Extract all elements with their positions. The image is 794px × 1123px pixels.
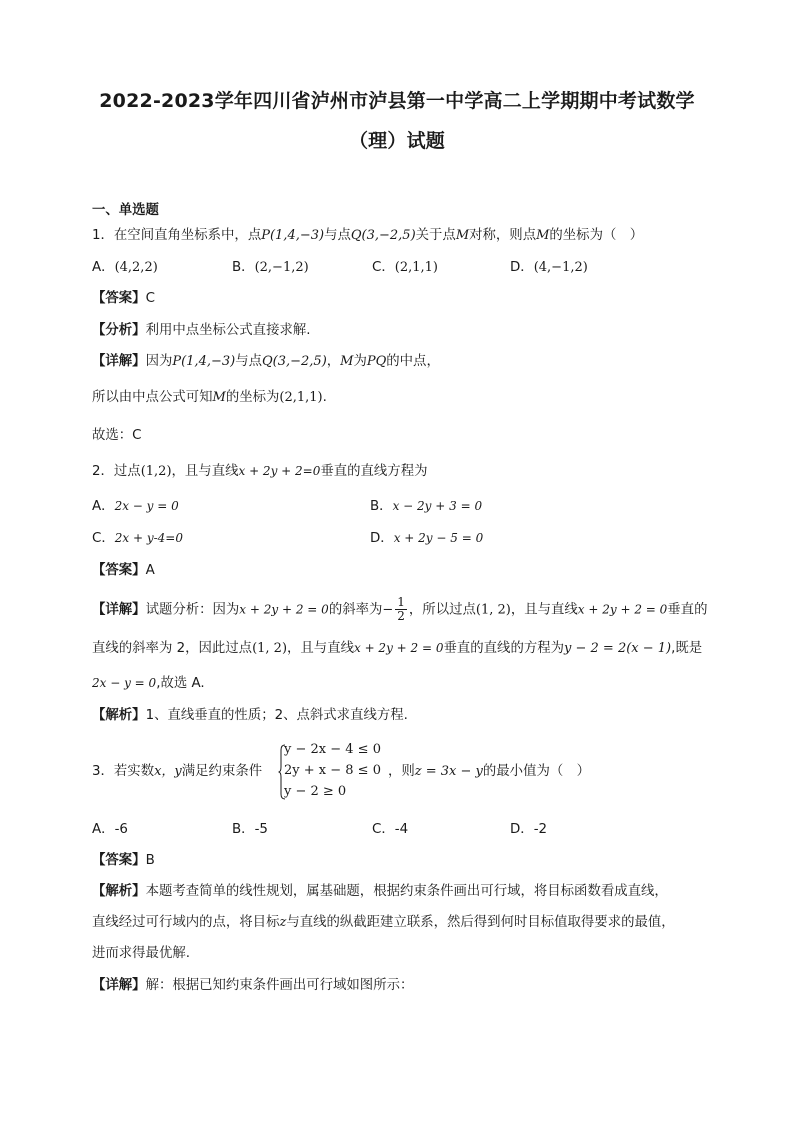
question-1-detail-line-2: 所以由中点公式可知M的坐标为(2,1,1). <box>92 390 327 405</box>
question-1-analysis: 【分析】利用中点坐标公式直接求解. <box>92 323 311 338</box>
question-3-jiexi-line-2: 直线经过可行域内的点，将目标z与直线的纵截距建立联系，然后得到何时目标值取得要求的最值， <box>92 915 675 930</box>
stem-text: 关于点 <box>415 228 456 243</box>
question-1-option-a: A．(4,2,2) <box>92 260 158 275</box>
document-title-line-2: （理）试题 <box>348 130 445 152</box>
question-1-option-b: B．(2,−1,2) <box>232 260 309 275</box>
document-title-line-1: 2022-2023学年四川省泸州市泸县第一中学高二上学期期中考试数学 <box>99 90 695 112</box>
stem-text: 的坐标为（ ） <box>549 228 644 243</box>
question-2-option-a: A．2x − y = 0 <box>92 499 179 514</box>
question-2-detail: 【详解】试题分析：因为x + 2y + 2 = 0的斜率为− $\frac{1}{2}$ ，所以过点(1, 2)，且与直线x + 2y + 2 = 0垂直的 <box>92 595 708 623</box>
fraction-one-half: $\frac{1}{2}$ <box>397 595 405 623</box>
question-3-stem-right: ，则z = 3x − y的最小值为（ ） <box>388 764 591 779</box>
question-2-stem: 2．过点(1,2)，且与直线x + 2y + 2=0垂直的直线方程为 <box>92 464 428 479</box>
question-2-answer: 【答案】A <box>92 563 155 578</box>
question-2-option-b: B．x − 2y + 3 = 0 <box>370 499 483 514</box>
question-3-option-b: B．-5 <box>232 822 268 837</box>
stem-text: 在空间直角坐标系中，点 <box>113 228 262 243</box>
question-3-detail: 【详解】解：根据已知约束条件画出可行域如图所示： <box>92 978 414 993</box>
question-3-answer: 【答案】B <box>92 853 155 868</box>
math-point-p: P(1,4,−3) <box>261 228 325 243</box>
question-2-detail-line-3: 2x − y = 0,故选 A. <box>92 676 205 691</box>
constraint-2: 2y + x − 8 ≤ 0 <box>284 763 381 778</box>
question-1-conclusion: 故选：C <box>92 428 142 443</box>
question-1-answer: 【答案】C <box>92 291 155 306</box>
question-number: 1． <box>92 228 114 243</box>
question-3-option-c: C．-4 <box>372 822 409 837</box>
stem-text: 对称，则点 <box>469 228 537 243</box>
question-2-option-c: C．2x + y-4=0 <box>92 531 183 546</box>
question-1-option-d: D．(4,−1,2) <box>510 260 588 275</box>
question-2-jiexi: 【解析】1、直线垂直的性质；2、点斜式求直线方程. <box>92 708 408 723</box>
question-3-stem-left: 3．若实数x，y满足约束条件 <box>92 764 263 779</box>
question-2-option-d: D．x + 2y − 5 = 0 <box>370 531 484 546</box>
math-point-m: M <box>455 228 470 243</box>
constraint-3: y − 2 ≥ 0 <box>284 784 347 799</box>
question-3-option-a: A．-6 <box>92 822 128 837</box>
question-1-option-c: C．(2,1,1) <box>372 260 438 275</box>
stem-text: 与点 <box>324 228 351 243</box>
math-point-q: Q(3,−2,5) <box>350 228 416 243</box>
question-1-stem <box>92 226 643 246</box>
question-3-jiexi-line-3: 进而求得最优解. <box>92 946 190 961</box>
question-3-option-d: D．-2 <box>510 822 548 837</box>
question-1-detail: 【详解】因为P(1,4,−3)与点Q(3,−2,5)，M为PQ的中点， <box>92 354 440 369</box>
question-2-detail-line-2: 直线的斜率为 2，因此过点(1, 2)，且与直线x + 2y + 2 = 0垂直的直线的方程为y − 2 = 2(x − 1),既是 <box>92 641 703 656</box>
question-3-jiexi: 【解析】本题考查简单的线性规划，属基础题，根据约束条件画出可行域，将目标函数看成直线， <box>92 884 668 899</box>
constraint-1: y − 2x − 4 ≤ 0 <box>284 742 381 757</box>
math-point-m: M <box>536 228 550 243</box>
section-heading: 一、单选题 <box>92 203 159 218</box>
